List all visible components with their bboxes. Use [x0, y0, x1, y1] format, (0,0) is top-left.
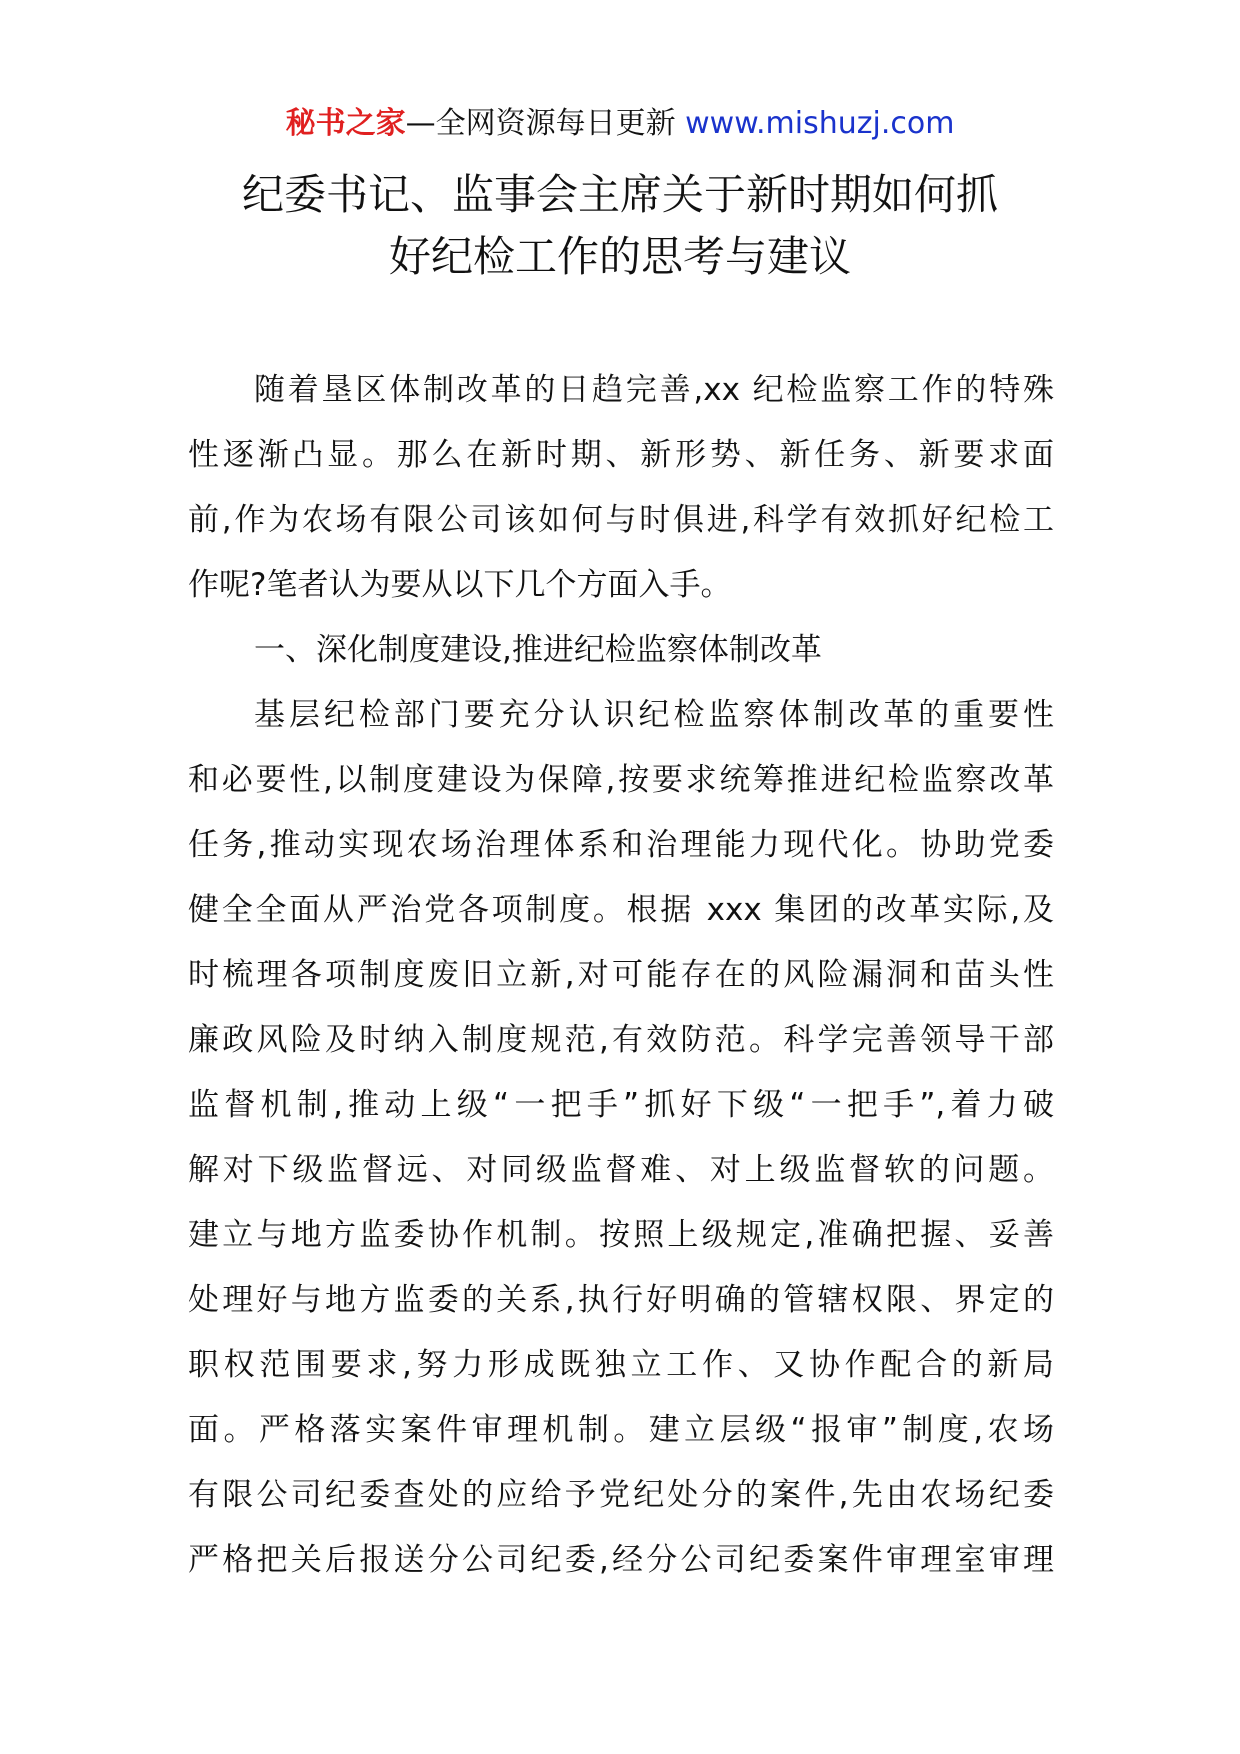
- brand-name: 秘书之家: [285, 106, 406, 141]
- paragraph-line: 随着垦区体制改革的日趋完善,xx 纪检监察工作的特殊: [254, 372, 1054, 408]
- paragraph-line: 性逐渐凸显。那么在新时期、新形势、新任务、新要求面: [188, 437, 1054, 473]
- paragraph-line: 监督机制,推动上级“一把手”抓好下级“一把手”,着力破: [188, 1087, 1054, 1123]
- header-tagline: —全网资源每日更新: [405, 106, 686, 141]
- paragraph-line: 健全全面从严治党各项制度。根据 xxx 集团的改革实际,及: [188, 892, 1054, 928]
- section-heading: 一、深化制度建设,推进纪检监察体制改革: [254, 632, 822, 668]
- paragraph-line: 有限公司纪委查处的应给予党纪处分的案件,先由农场纪委: [188, 1477, 1054, 1513]
- title-line-2: 好纪检工作的思考与建议: [388, 232, 851, 281]
- paragraph-line: 基层纪检部门要充分认识纪检监察体制改革的重要性: [254, 697, 1054, 733]
- paragraph-line: 处理好与地方监委的关系,执行好明确的管辖权限、界定的: [188, 1282, 1054, 1318]
- title-line-1: 纪委书记、监事会主席关于新时期如何抓: [241, 170, 998, 219]
- site-url-link[interactable]: www.mishuzj.com: [685, 106, 955, 141]
- paragraph-line: 建立与地方监委协作机制。按照上级规定,准确把握、妥善: [188, 1217, 1054, 1253]
- paragraph-line: 作呢?笔者认为要从以下几个方面入手。: [188, 567, 732, 603]
- paragraph-line: 面。严格落实案件审理机制。建立层级“报审”制度,农场: [188, 1412, 1054, 1448]
- paragraph-line: 廉政风险及时纳入制度规范,有效防范。科学完善领导干部: [188, 1022, 1054, 1058]
- paragraph-line: 时梳理各项制度废旧立新,对可能存在的风险漏洞和苗头性: [188, 957, 1054, 993]
- paragraph-line: 前,作为农场有限公司该如何与时俱进,科学有效抓好纪检工: [188, 502, 1054, 538]
- document-title: [0, 164, 1240, 288]
- paragraph-line: 任务,推动实现农场治理体系和治理能力现代化。协助党委: [188, 827, 1054, 863]
- paragraph-line: 职权范围要求,努力形成既独立工作、又协作配合的新局: [188, 1347, 1054, 1383]
- paragraph-line: 解对下级监督远、对同级监督难、对上级监督软的问题。: [188, 1152, 1054, 1188]
- paragraph-line: 和必要性,以制度建设为保障,按要求统筹推进纪检监察改革: [188, 762, 1054, 798]
- document-body: [188, 358, 1054, 1593]
- site-header: [0, 102, 1240, 146]
- paragraph-line: 严格把关后报送分公司纪委,经分公司纪委案件审理室审理: [188, 1542, 1054, 1578]
